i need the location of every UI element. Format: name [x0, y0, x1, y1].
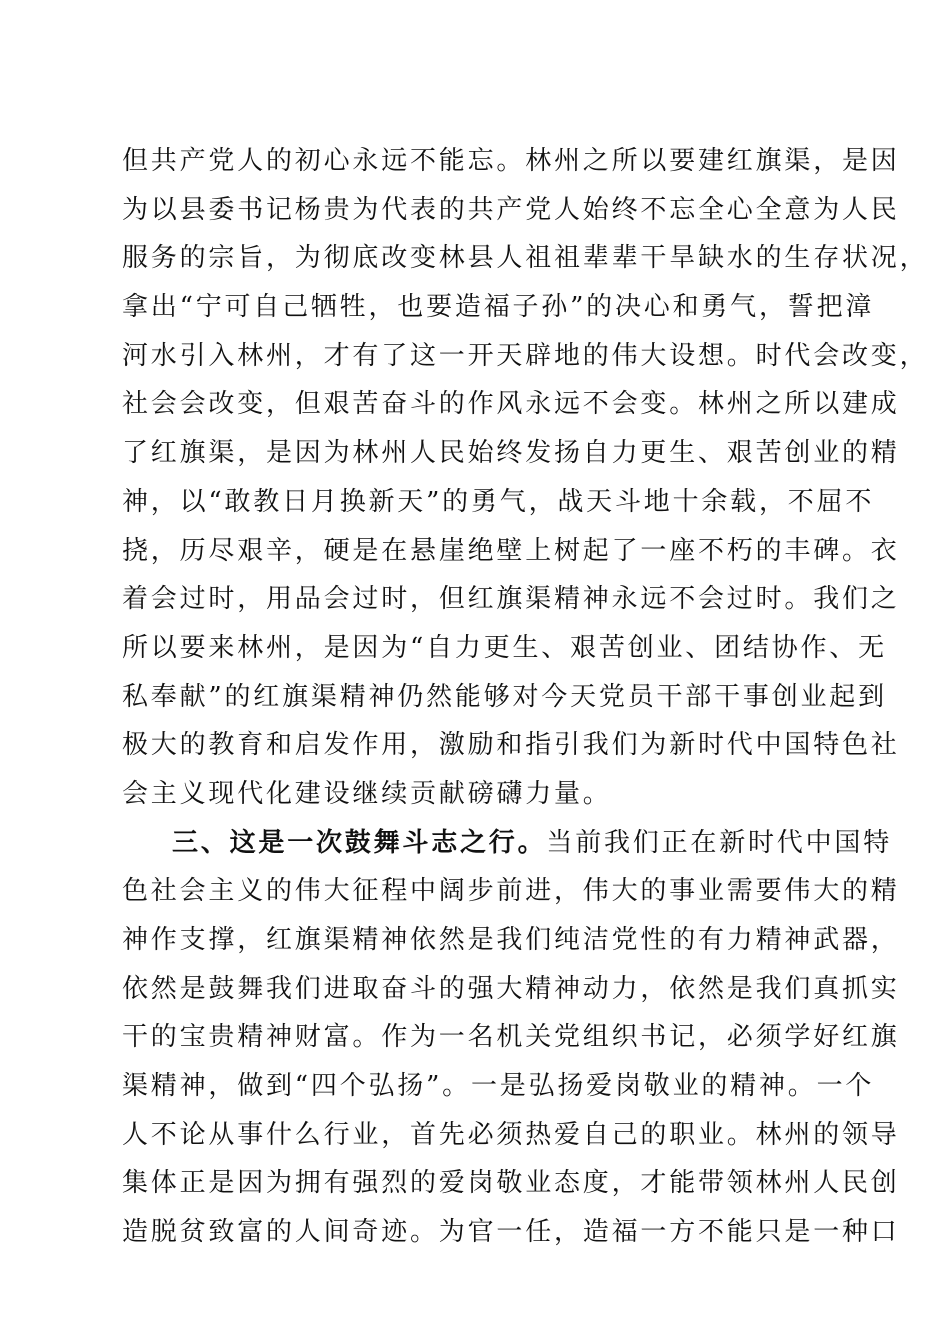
- text-line: 神作支撑，红旗渠精神依然是我们纯洁党性的有力精神武器，: [122, 925, 900, 955]
- text-line: 人不论从事什么行业，首先必须热爱自己的职业。林州的领导: [122, 1119, 900, 1150]
- text-run: 当前我们正在新时代中国特: [546, 827, 893, 858]
- text-line: 拿出“宁可自己牺牲，也要造福子孙”的决心和勇气，誓把漳: [122, 292, 875, 323]
- text-line: 所以要来林州，是因为“自力更生、艰苦创业、团结协作、无: [122, 632, 887, 663]
- text-line: 造脱贫致富的人间奇迹。为官一任，造福一方不能只是一种口: [122, 1217, 900, 1248]
- text-line: 着会过时，用品会过时，但红旗渠精神永远不会过时。我们之: [122, 584, 900, 615]
- text-line: 服务的宗旨，为彻底改变林县人祖祖辈辈干旱缺水的生存状况，: [122, 243, 929, 274]
- text-line: 集体正是因为拥有强烈的爱岗敬业态度，才能带领林州人民创: [122, 1168, 900, 1199]
- body-text: [122, 137, 929, 1257]
- text-line: 神，以“敢教日月换新天”的勇气，战天斗地十余载，不屈不: [122, 486, 875, 517]
- text-line: 私奉献”的红旗渠精神仍然能够对今天党员干部干事创业起到: [122, 681, 887, 712]
- text-line: 渠精神，做到“四个弘扬”。一是弘扬爱岗敬业的精神。一个: [122, 1071, 875, 1102]
- text-line: 极大的教育和启发作用，激励和指引我们为新时代中国特色社: [122, 730, 900, 761]
- text-line: 社会会改变，但艰苦奋斗的作风永远不会变。林州之所以建成: [122, 389, 900, 420]
- text-line: 会主义现代化建设继续贡献磅礴力量。: [122, 778, 612, 809]
- text-line: 为以县委书记杨贵为代表的共产党人始终不忘全心全意为人民: [122, 194, 900, 225]
- paragraph-1: [122, 137, 929, 819]
- text-line: 挠，历尽艰辛，硬是在悬崖绝壁上树起了一座不朽的丰碑。衣: [122, 535, 900, 566]
- section-heading: 三、这是一次鼓舞斗志之行。: [172, 827, 547, 858]
- text-line: 干的宝贵精神财富。作为一名机关党组织书记，必须学好红旗: [122, 1022, 900, 1053]
- text-line: 河水引入林州，才有了这一开天辟地的伟大设想。时代会改变，: [122, 340, 929, 371]
- paragraph-2: [122, 819, 900, 1257]
- text-line: 了红旗渠，是因为林州人民始终发扬自力更生、艰苦创业的精: [122, 438, 900, 469]
- text-line: 色社会主义的伟大征程中阔步前进，伟大的事业需要伟大的精: [122, 876, 900, 907]
- text-line: 但共产党人的初心永远不能忘。林州之所以要建红旗渠，是因: [122, 146, 900, 176]
- text-line: [122, 819, 893, 868]
- text-line: 依然是鼓舞我们进取奋斗的强大精神动力，依然是我们真抓实: [122, 973, 900, 1004]
